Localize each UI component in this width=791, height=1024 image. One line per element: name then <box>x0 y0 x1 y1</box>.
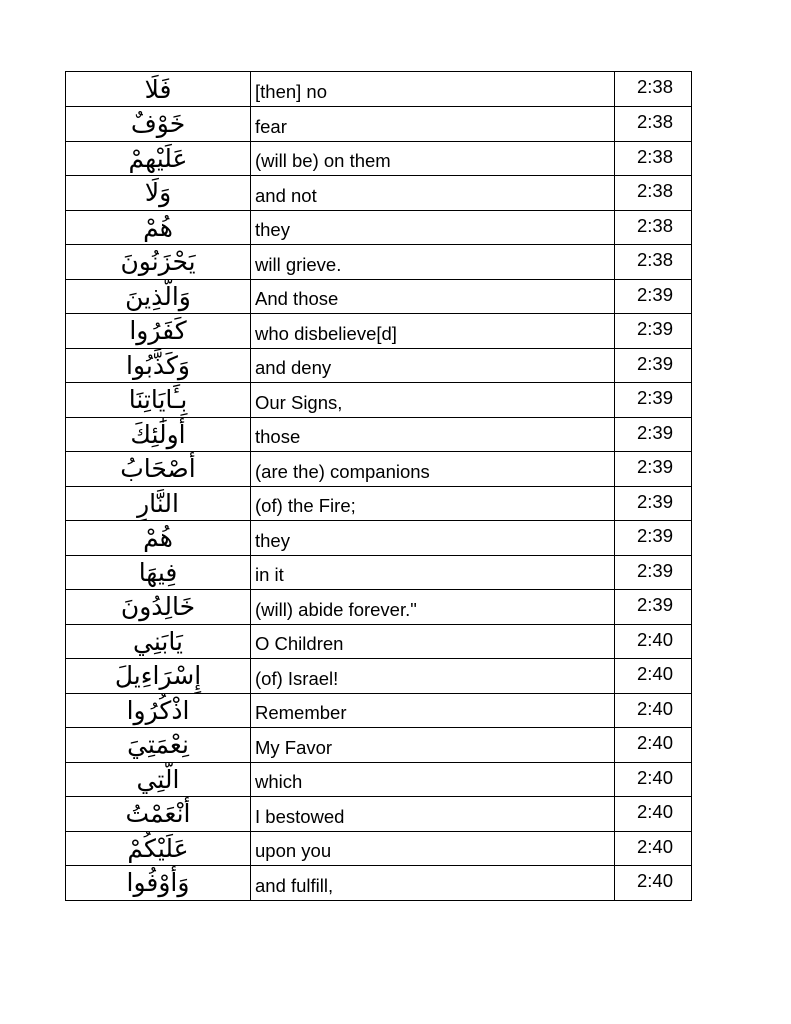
verse-ref-cell: 2:39 <box>615 590 692 624</box>
verse-ref-cell: 2:40 <box>615 625 692 659</box>
verse-ref-cell: 2:38 <box>615 72 692 106</box>
arabic-word-cell: يَحْزَنُونَ <box>66 245 251 279</box>
arabic-word-cell: خَوْفٌ <box>66 107 251 141</box>
verse-ref-cell: 2:39 <box>615 418 692 452</box>
arabic-word-cell: الَّتِي <box>66 763 251 797</box>
arabic-word-cell: أَصْحَابُ <box>66 452 251 486</box>
arabic-word-cell: وَالَّذِينَ <box>66 280 251 314</box>
verse-ref-cell: 2:40 <box>615 728 692 762</box>
english-gloss-cell: (will be) on them <box>251 142 615 176</box>
verse-ref-cell: 2:40 <box>615 832 692 866</box>
arabic-word-cell: أَنْعَمْتُ <box>66 797 251 831</box>
verse-ref-cell: 2:40 <box>615 659 692 693</box>
arabic-word-cell: وَكَذَّبُوا <box>66 349 251 383</box>
table-row <box>66 349 692 384</box>
verse-ref-cell: 2:39 <box>615 556 692 590</box>
english-gloss-cell: and fulfill, <box>251 866 615 900</box>
verse-ref-cell: 2:38 <box>615 176 692 210</box>
english-gloss-cell: My Favor <box>251 728 615 762</box>
table-row <box>66 452 692 487</box>
table-row <box>66 590 692 625</box>
table-row <box>66 107 692 142</box>
verse-ref-cell: 2:40 <box>615 763 692 797</box>
english-gloss-cell: Our Signs, <box>251 383 615 417</box>
table-row <box>66 418 692 453</box>
arabic-word-cell: النَّارِ <box>66 487 251 521</box>
verse-ref-cell: 2:38 <box>615 245 692 279</box>
arabic-word-cell: عَلَيْهِمْ <box>66 142 251 176</box>
word-table <box>65 71 692 901</box>
table-row <box>66 314 692 349</box>
verse-ref-cell: 2:40 <box>615 797 692 831</box>
arabic-word-cell: يَابَنِي <box>66 625 251 659</box>
table-row <box>66 72 692 107</box>
verse-ref-cell: 2:38 <box>615 107 692 141</box>
english-gloss-cell: will grieve. <box>251 245 615 279</box>
table-row <box>66 763 692 798</box>
table-row <box>66 866 692 901</box>
verse-ref-cell: 2:39 <box>615 314 692 348</box>
english-gloss-cell: And those <box>251 280 615 314</box>
arabic-word-cell: كَفَرُوا <box>66 314 251 348</box>
table-row <box>66 211 692 246</box>
verse-ref-cell: 2:39 <box>615 452 692 486</box>
english-gloss-cell: O Children <box>251 625 615 659</box>
verse-ref-cell: 2:39 <box>615 487 692 521</box>
table-row <box>66 694 692 729</box>
english-gloss-cell: [then] no <box>251 72 615 106</box>
arabic-word-cell: اذْكُرُوا <box>66 694 251 728</box>
arabic-word-cell: عَلَيْكُمْ <box>66 832 251 866</box>
table-row <box>66 280 692 315</box>
table-row <box>66 521 692 556</box>
english-gloss-cell: who disbelieve[d] <box>251 314 615 348</box>
english-gloss-cell: which <box>251 763 615 797</box>
english-gloss-cell: Remember <box>251 694 615 728</box>
table-row <box>66 625 692 660</box>
arabic-word-cell: فِيهَا <box>66 556 251 590</box>
english-gloss-cell: (of) Israel! <box>251 659 615 693</box>
table-row <box>66 142 692 177</box>
table-row <box>66 487 692 522</box>
verse-ref-cell: 2:40 <box>615 866 692 900</box>
arabic-word-cell: وَأَوْفُوا <box>66 866 251 900</box>
verse-ref-cell: 2:38 <box>615 142 692 176</box>
verse-ref-cell: 2:38 <box>615 211 692 245</box>
arabic-word-cell: خَالِدُونَ <box>66 590 251 624</box>
english-gloss-cell: I bestowed <box>251 797 615 831</box>
arabic-word-cell: هُمْ <box>66 521 251 555</box>
arabic-word-cell: هُمْ <box>66 211 251 245</box>
table-row <box>66 556 692 591</box>
table-row <box>66 245 692 280</box>
english-gloss-cell: (are the) companions <box>251 452 615 486</box>
english-gloss-cell: (of) the Fire; <box>251 487 615 521</box>
table-row <box>66 383 692 418</box>
english-gloss-cell: fear <box>251 107 615 141</box>
table-row <box>66 176 692 211</box>
table-row <box>66 728 692 763</box>
arabic-word-cell: فَلَا <box>66 72 251 106</box>
english-gloss-cell: (will) abide forever." <box>251 590 615 624</box>
verse-ref-cell: 2:39 <box>615 280 692 314</box>
english-gloss-cell: those <box>251 418 615 452</box>
english-gloss-cell: in it <box>251 556 615 590</box>
verse-ref-cell: 2:39 <box>615 521 692 555</box>
english-gloss-cell: and not <box>251 176 615 210</box>
english-gloss-cell: upon you <box>251 832 615 866</box>
arabic-word-cell: نِعْمَتِيَ <box>66 728 251 762</box>
table-row <box>66 797 692 832</box>
arabic-word-cell: إِسْرَاءِيلَ <box>66 659 251 693</box>
english-gloss-cell: they <box>251 521 615 555</box>
table-row <box>66 659 692 694</box>
arabic-word-cell: بِـَٔايَاتِنَا <box>66 383 251 417</box>
verse-ref-cell: 2:39 <box>615 349 692 383</box>
arabic-word-cell: وَلَا <box>66 176 251 210</box>
english-gloss-cell: and deny <box>251 349 615 383</box>
table-row <box>66 832 692 867</box>
verse-ref-cell: 2:39 <box>615 383 692 417</box>
arabic-word-cell: أُولَٰئِكَ <box>66 418 251 452</box>
english-gloss-cell: they <box>251 211 615 245</box>
verse-ref-cell: 2:40 <box>615 694 692 728</box>
